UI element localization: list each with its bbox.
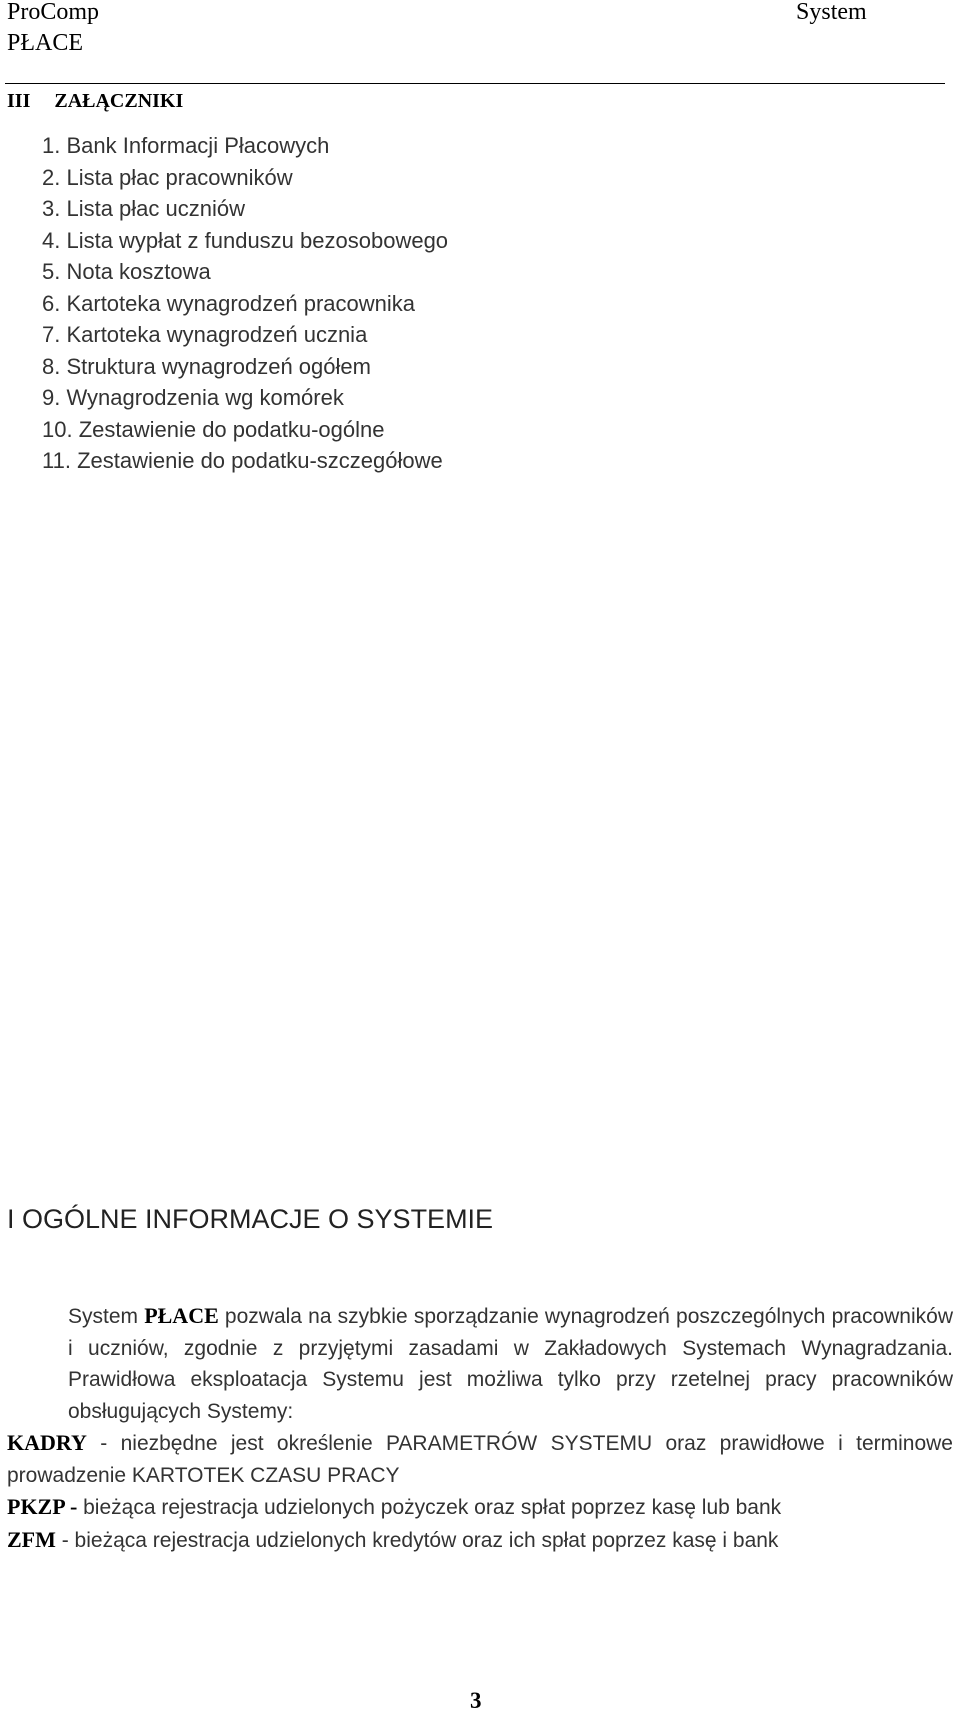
section-title: I OGÓLNE INFORMACJE O SYSTEMIE [7,1204,494,1234]
annexes-list [42,130,448,477]
annexes-roman: III [7,90,31,112]
header-module: PŁACE [7,30,84,56]
header-company: ProComp [7,0,100,25]
list-item: 1. Bank Informacji Płacowych [42,133,330,158]
page-number: 3 [470,1688,482,1713]
list-item: 3. Lista płac uczniów [42,196,245,221]
intro-system: System [68,1305,139,1328]
pkzp-label: PKZP - [7,1494,78,1519]
intro-name: PŁACE [144,1303,219,1328]
list-item: 10. Zestawienie do podatku-ogólne [42,416,385,442]
intro-rest: pozwala na szybkie sporządzanie wynagrodzeń poszczególnych pracowników i uczniów, zgodnie z przyjętymi zasadami w Zakładowych Systemach Wynagradzania. Prawidłowa eksploatacja Systemu jest możliwa tylko przy rzetelnej pracy pracowników obsługujących Systemy: [68,1305,953,1423]
list-item: 4. Lista wypłat z funduszu bezosobowego [42,227,449,253]
list-item: 2. Lista płac pracowników [42,164,293,190]
list-item: 9. Wynagrodzenia wg komórek [42,385,344,410]
zfm-label: ZFM [7,1526,56,1552]
list-item: 7. Kartoteka wynagrodzeń ucznia [42,322,368,347]
kadry-paragraph [7,1427,953,1491]
zfm-text: - bieżąca rejestracja udzielonych kredytów oraz ich spłat poprzez kasę i bank [61,1528,779,1552]
header-rule [5,83,945,84]
zfm-paragraph [7,1524,953,1557]
list-item: 11. Zestawienie do podatku-szczegółowe [42,448,443,473]
header-system: System [796,0,867,25]
kadry-label: KADRY [7,1430,87,1455]
section-body [7,1300,953,1556]
intro-paragraph [7,1300,953,1427]
list-item: 6. Kartoteka wynagrodzeń pracownika [42,290,415,316]
annexes-title: ZAŁĄCZNIKI [54,90,184,112]
pkzp-text: bieżąca rejestracja udzielonych pożyczek oraz spłat poprzez kasę lub bank [83,1496,782,1519]
annexes-heading [7,90,183,113]
header-left [7,0,99,59]
kadry-text: - niezbędne jest określenie PARAMETRÓW SYSTEMU oraz prawidłowe i terminowe prowadzenie KARTOTEK CZASU PRACY [7,1432,953,1487]
list-item: 8. Struktura wynagrodzeń ogółem [42,353,371,379]
pkzp-paragraph [7,1491,953,1524]
list-item: 5. Nota kosztowa [42,259,211,284]
